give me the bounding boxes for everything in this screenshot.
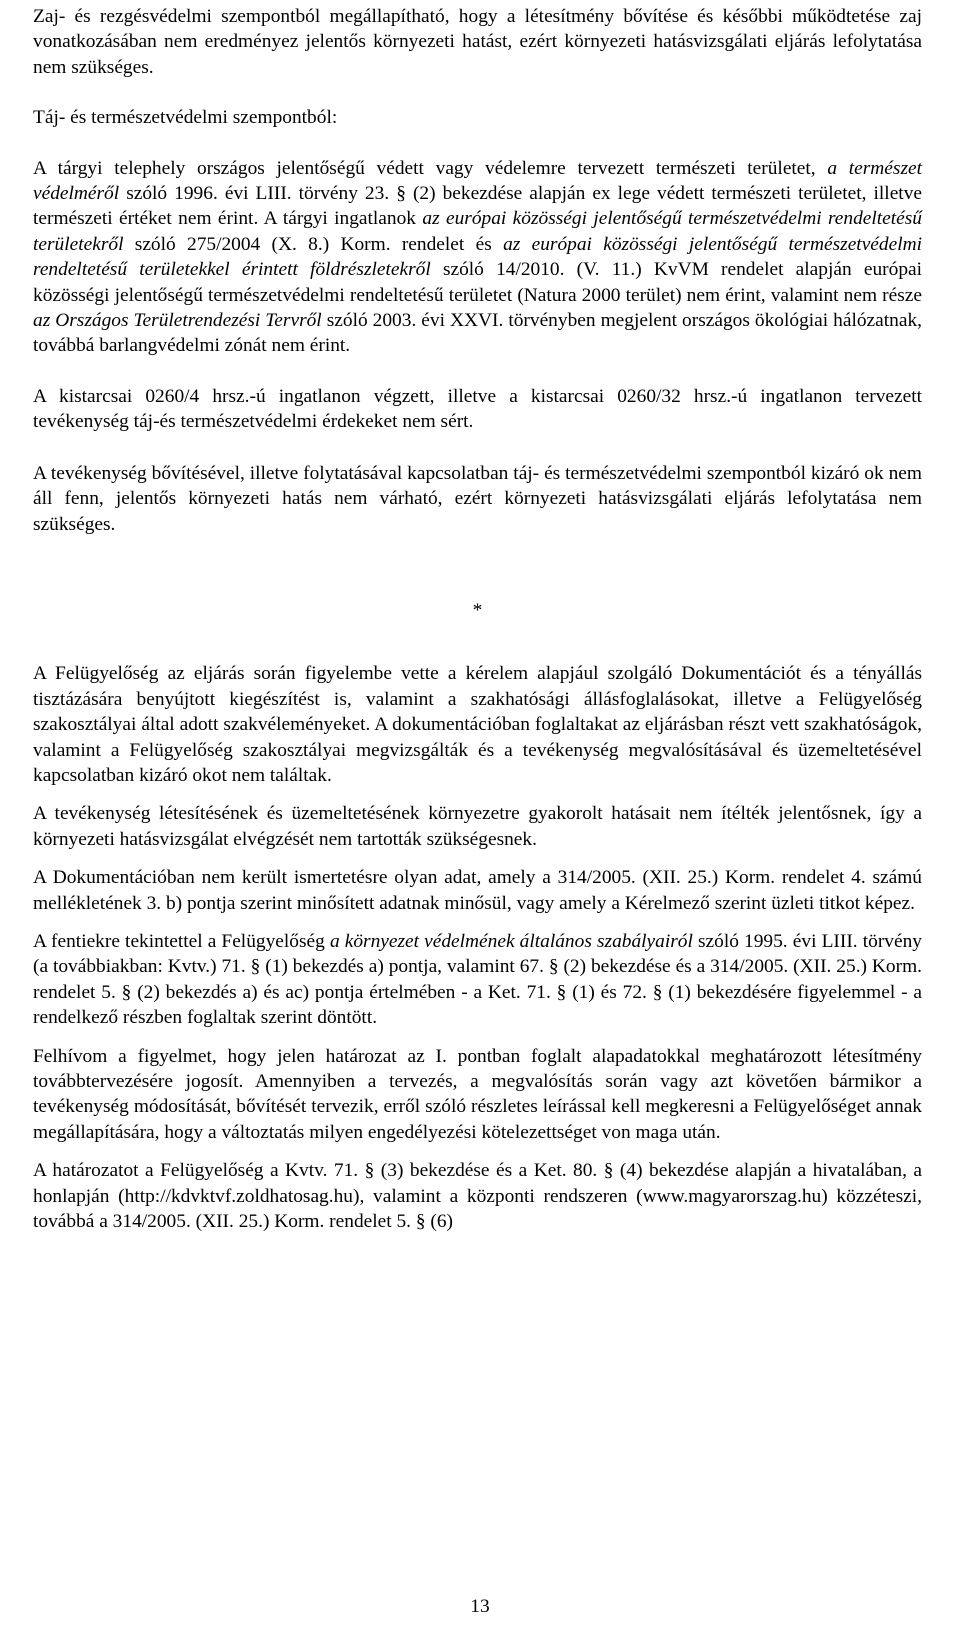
paragraph-publication: A határozatot a Felügyelőség a Kvtv. 71. § (3) bekezdése és a Ket. 80. § (4) bekezdése alapján a hivatalában, a honlapján (http://kdvktvf.zoldhatosag.hu), valamint a központi rendszeren (www.magyarorszag.hu) közzéteszi, továbbá a 314/2005. (XII. 25.) Korm. rendelet 5. § (6) [33, 1160, 922, 1233]
text-run: szóló 14/2010. (V. 11.) KvVM rendelet alapján európai közösségi jelentőségű természetvédelmi rendeltetésű területet (Natura 2000 terület) nem érint, valamint nem része [33, 259, 923, 306]
paragraph-notice: Felhívom a figyelmet, hogy jelen határozat az I. pontban foglalt alapadatokkal meghatározott létesítmény továbbtervezésére jogosít. Amennyiben a tervezés, a megvalósítás során vagy azt követően bármikor a tevékenység módosítását, bővítését tervezik, erről szóló részletes leírással kell megkeresni a Felügyelőséget annak megállapítására, hogy a változtatás milyen engedélyezési kötelezettséget von maga után. [33, 1045, 922, 1143]
paragraph-expansion-conclusion: A tevékenység bővítésével, illetve folytatásával kapcsolatban táj- és természetvédelmi szempontból kizáró ok nem áll fenn, jelentős környezeti hatás nem várható, ezért környezeti hatásvizsgálati eljárás lefolytatása nem szükséges. [33, 462, 922, 535]
text-run: szóló 1995. évi LIII. törvény (a továbbiakban: Kvtv.) 71. § (1) bekezdés a) pontja, valamint 67. § (2) bekezdése és a 314/2005. (XII. 25.) Korm. rendelet 5. § (2) bekezdés a) és ac) pontja értelmében - a Ket. 71. § (1) és 72. § (1) bekezdésére figyelemmel - a rendelkező részben foglaltak szerint döntött. [33, 930, 922, 1029]
text-run: szóló 1996. évi LIII. törvény 23. § (2) bekezdése alapján ex lege védett természeti területet, illetve természeti értéket nem érint. A tárgyi ingatlanok [33, 183, 922, 230]
text-run: A fentiekre tekintettel a Felügyelőség [33, 930, 330, 952]
law-title-italic: az európai közösségi jelentőségű természetvédelmi rendeltetésű területekről [33, 208, 922, 255]
paragraph-kistarcsa-parcels: A kistarcsai 0260/4 hrsz.-ú ingatlanon végzett, illetve a kistarcsai 0260/32 hrsz.-ú ingatlanon tervezett tevékenység táj-és természetvédelmi érdekeket nem sért. [33, 385, 922, 433]
paragraph-landscape-assessment [33, 156, 922, 359]
law-title-italic: a természet védelméről [33, 157, 922, 205]
document-page [33, 4, 922, 1234]
page-number: 13 [470, 1596, 490, 1617]
text-run: A tárgyi telephely országos jelentőségű védett vagy védelemre tervezett természeti területet, [33, 157, 828, 179]
paragraph-classified-data: A Dokumentációban nem került ismertetésre olyan adat, amely a 314/2005. (XII. 25.) Korm. rendelet 4. számú mellékletének 3. b) pontja szerint minősített adatnak minősül, vagy amely a Kérelmező szerint üzleti titkot képez. [33, 867, 922, 914]
paragraph-inspectorate-review: A Felügyelőség az eljárás során figyelembe vette a kérelem alapjául szolgáló Dokumentációt és a tényállás tisztázására benyújtott kiegészítést is, valamint a szakhatósági állásfoglalásokat, illetve a Felügyelőség szakosztályai által adott szakvéleményeket. A dokumentációban foglaltakat az eljárásban részt vett szakhatóságok, valamint a Felügyelőség szakosztályai megvizsgálták és a tevékenység megvalósításával és üzemeltetésével kapcsolatban kizáró okot nem találtak. [33, 663, 922, 786]
law-title-italic: a környezet védelmének általános szabályairól [329, 930, 693, 952]
law-title-italic: az európai közösségi jelentőségű természetvédelmi rendeltetésű területekkel érintett földrészletekről [33, 233, 922, 281]
section-separator: * [472, 599, 483, 621]
paragraph-noise-conclusion: Zaj- és rezgésvédelmi szempontból megállapítható, hogy a létesítmény bővítése és későbbi működtetése zaj vonatkozásában nem eredményez jelentős környezeti hatást, ezért környezeti hatásvizsgálati eljárás lefolytatása nem szükséges. [33, 6, 922, 78]
text-run: szóló 275/2004 (X. 8.) Korm. rendelet és [123, 233, 504, 255]
law-title-italic: az Országos Területrendezési Tervről [33, 310, 322, 332]
paragraph-legal-basis [33, 929, 922, 1031]
section-heading-landscape: Táj- és természetvédelmi szempontból: [33, 107, 338, 129]
text-run: szóló 2003. évi XXVI. törvényben megjelent országos ökológiai hálózatnak, továbbá barlangvédelmi zónát nem érint. [33, 310, 922, 357]
paragraph-impacts: A tevékenység létesítésének és üzemeltetésének környezetre gyakorolt hatásait nem ítélték jelentősnek, így a környezeti hatásvizsgálat elvégzését nem tartották szükségesnek. [33, 803, 922, 850]
